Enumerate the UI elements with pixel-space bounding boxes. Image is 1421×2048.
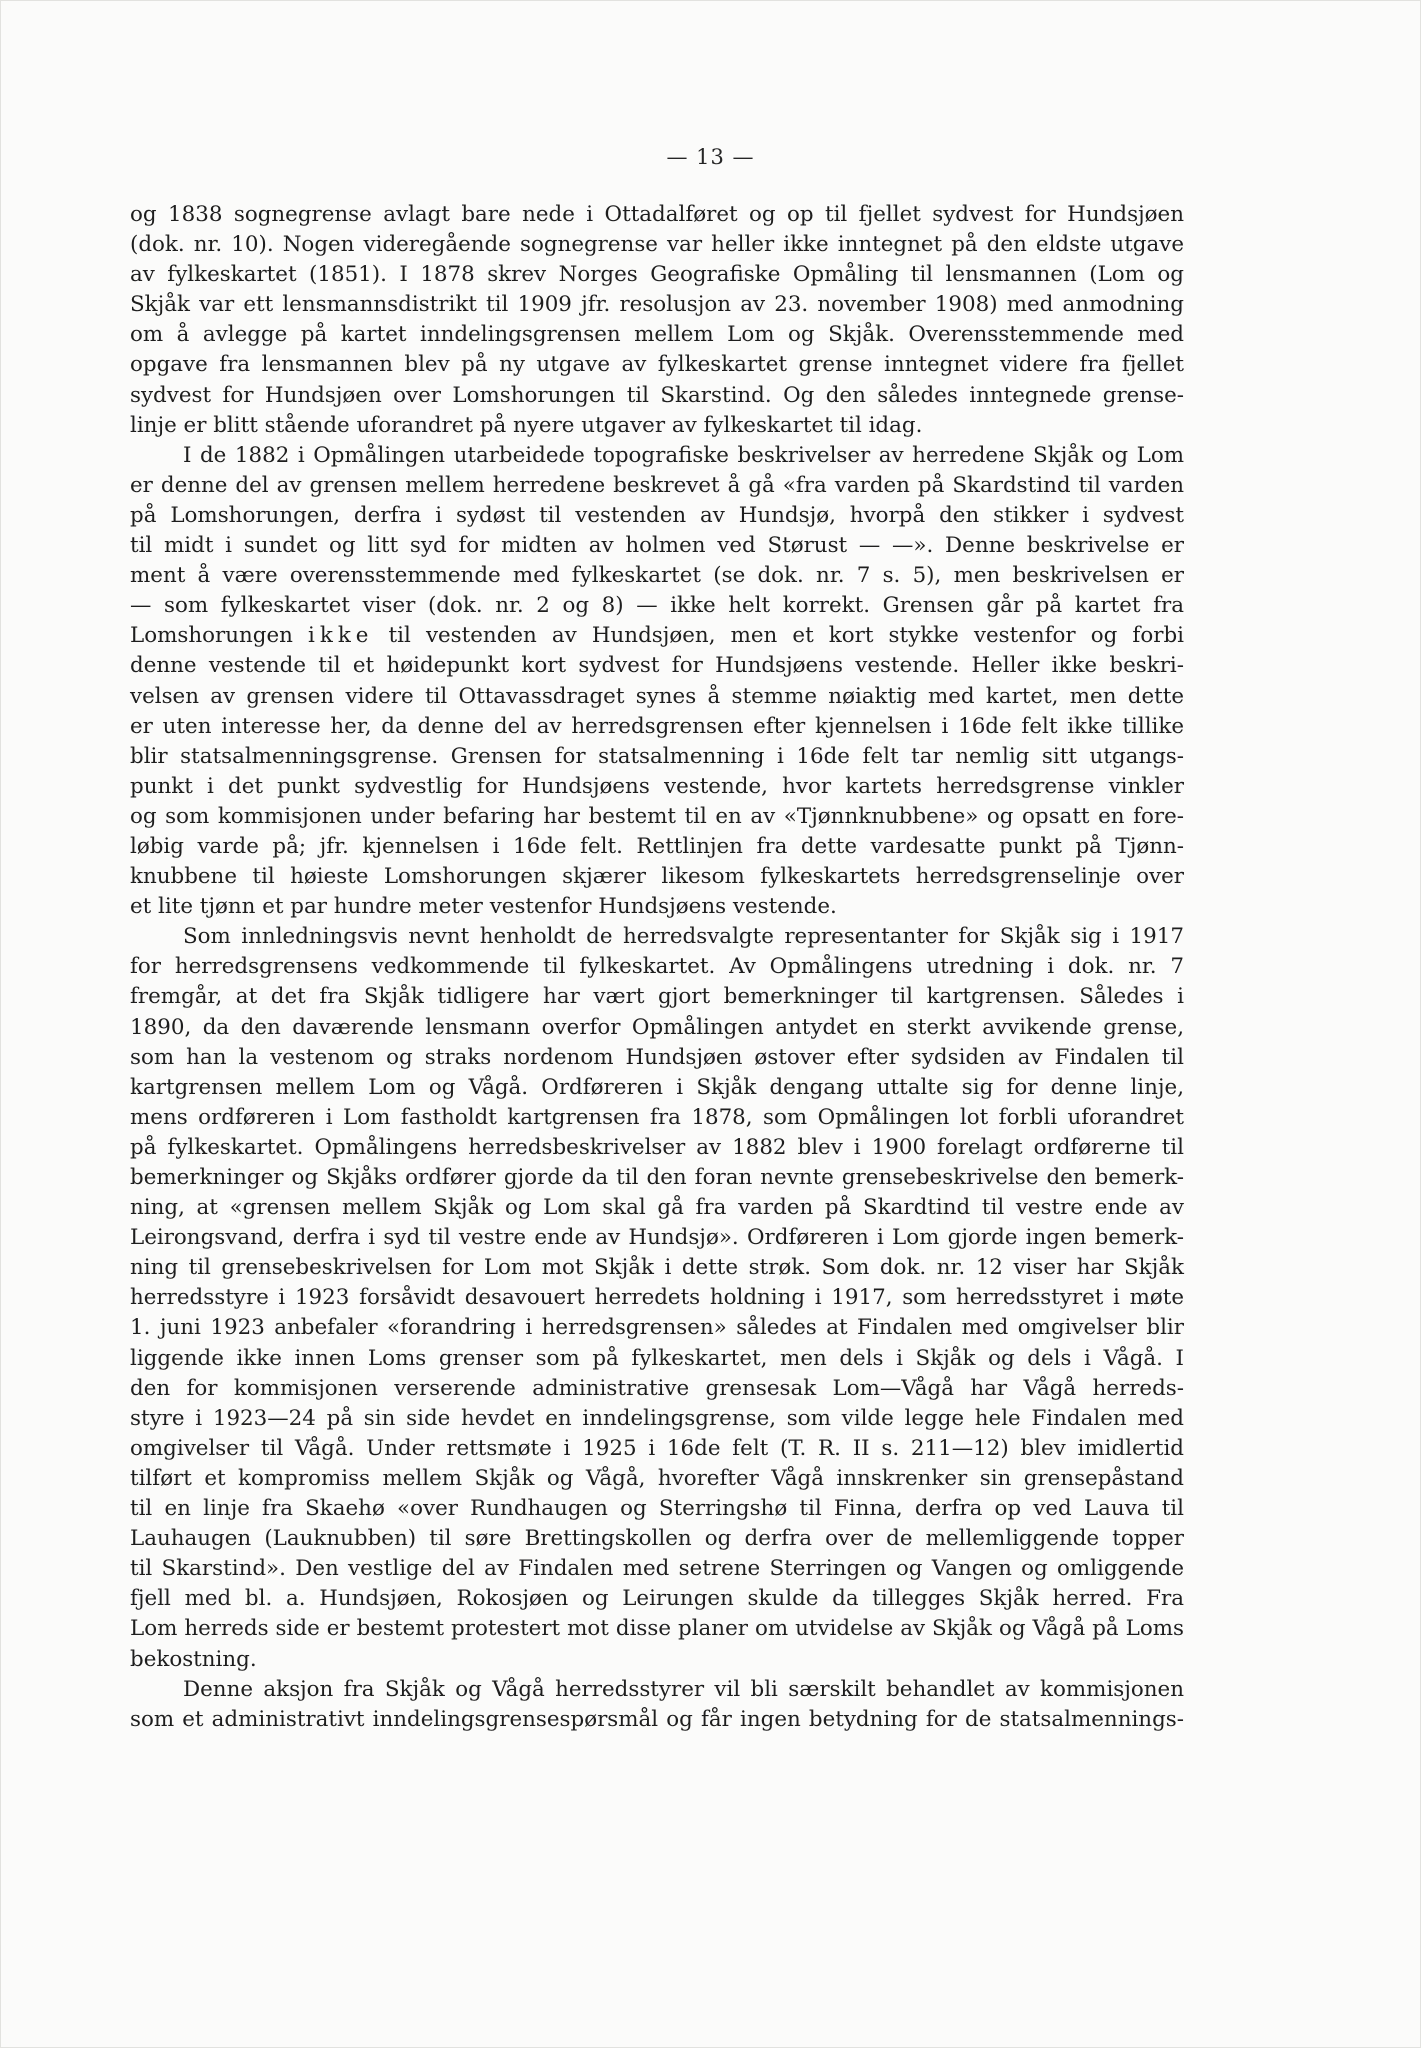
text-line: sydvest for Hundsjøen over Lomshorungen til Skarstind. Og den således inntegnede grense-: [130, 382, 1184, 408]
text-line: på fylkeskartet. Opmålingens herredsbeskrivelser av 1882 blev i 1900 forelagt ordførerne til: [130, 1134, 1184, 1160]
body-text: [130, 200, 1184, 1735]
text-line: punkt i det punkt sydvestlig for Hundsjøens vestende, hvor kartets herredsgrense vinkler: [130, 773, 1184, 799]
text-line: til en linje fra Skaehø «over Rundhaugen og Sterringshø til Finna, derfra op ved Lauva til: [130, 1496, 1184, 1522]
text-line: [130, 621, 1184, 651]
text-line: som et administrativt inndelingsgrensespørsmål og får ingen betydning for de statsalmennings-: [130, 1706, 1184, 1732]
text-line: kartgrensen mellem Lom og Vågå. Ordføreren i Skjåk dengang uttalte sig for denne linje,: [130, 1074, 1184, 1100]
text-line: denne vestende til et høidepunkt kort sydvest for Hundsjøens vestende. Heller ikke beskri-: [130, 653, 1184, 679]
text-line-part: Lomshorungen: [130, 623, 309, 649]
text-line: bemerkninger og Skjåks ordfører gjorde da til den foran nevnte grensebeskrivelse den bemerk-: [130, 1165, 1184, 1190]
text-line: fjell med bl. a. Hundsjøen, Rokosjøen og Leirungen skulde da tillegges Skjåk herred. Fra: [130, 1586, 1184, 1612]
emphasized-word: ikke: [308, 623, 374, 649]
text-line: er uten interesse her, da denne del av herredsgrensen efter kjennelsen i 16de felt ikke tillike: [130, 713, 1184, 739]
text-line: for herredsgrensens vedkommende til fylkeskartet. Av Opmålingens utredning i dok. nr. 7: [130, 954, 1184, 980]
text-line: Leirongsvand, derfra i syd til vestre ende av Hundsjø». Ordføreren i Lom gjorde ingen bemerk-: [130, 1225, 1184, 1251]
text-line: liggende ikke innen Loms grenser som på fylkeskartet, men dels i Skjåk og dels i Vågå. I: [130, 1345, 1184, 1371]
text-line: — som fylkeskartet viser (dok. nr. 2 og 8) — ikke helt korrekt. Grensen går på kartet fra: [130, 593, 1184, 619]
text-line: Skjåk var ett lensmannsdistrikt til 1909 jfr. resolusjon av 23. november 1908) med anmodning: [130, 292, 1184, 318]
text-line-part: til vestenden av Hundsjøen, men et kort stykke vestenfor og forbi: [373, 623, 1184, 649]
text-line: og som kommisjonen under befaring har bestemt til en av «Tjønnknubbene» og opsatt en fore-: [130, 803, 1184, 829]
text-line: på Lomshorungen, derfra i sydøst til vestenden av Hundsjø, hvorpå den stikker i sydvest: [130, 502, 1184, 528]
text-line: ning til grensebeskrivelsen for Lom mot Skjåk i dette strøk. Som dok. nr. 12 viser har Skjåk: [130, 1255, 1184, 1281]
text-line: er denne del av grensen mellem herredene beskrevet å gå «fra varden på Skardstind til varden: [130, 472, 1184, 498]
text-line: bekostning.: [130, 1646, 257, 1672]
text-line: Denne aksjon fra Skjåk og Vågå herredsstyrer vil bli særskilt behandlet av kommisjonen: [183, 1676, 1184, 1702]
text-line: om å avlegge på kartet inndelingsgrensen mellem Lom og Skjåk. Overensstemmende med: [130, 322, 1184, 348]
text-line: ment å være overensstemmende med fylkeskartet (se dok. nr. 7 s. 5), men beskrivelsen er: [130, 563, 1184, 589]
text-line: som han la vestenom og straks nordenom Hundsjøen østover efter sydsiden av Findalen til: [130, 1044, 1184, 1070]
text-line: til Skarstind». Den vestlige del av Findalen med setrene Sterringen og Vangen og omliggende: [130, 1556, 1184, 1582]
text-line: og 1838 sognegrense avlagt bare nede i Ottadalføret og op til fjellet sydvest for Hundsjøen: [130, 202, 1184, 227]
text-line: blir statsalmenningsgrense. Grensen for statsalmenning i 16de felt tar nemlig sitt utgangs-: [130, 743, 1184, 769]
text-line: omgivelser til Vågå. Under rettsmøte i 1925 i 16de felt (T. R. II s. 211—12) blev imidlertid: [130, 1435, 1184, 1461]
text-line: styre i 1923—24 på sin side hevdet en inndelingsgrense, som vilde legge hele Findalen med: [130, 1405, 1184, 1431]
text-line: I de 1882 i Opmålingen utarbeidede topografiske beskrivelser av herredene Skjåk og Lom: [183, 442, 1184, 468]
text-line: Som innledningsvis nevnt henholdt de herredsvalgte representanter for Skjåk sig i 1917: [183, 924, 1184, 950]
text-line: 1. juni 1923 anbefaler «forandring i herredsgrensen» således at Findalen med omgivelser blir: [130, 1315, 1184, 1341]
text-line: til midt i sundet og litt syd for midten av holmen ved Størust — —». Denne beskrivelse er: [130, 533, 1184, 559]
text-line: den for kommisjonen verserende administrative grensesak Lom—Vågå har Vågå herreds-: [130, 1375, 1184, 1401]
text-line: et lite tjønn et par hundre meter vestenfor Hundsjøens vestende.: [130, 894, 837, 920]
text-line: tilført et kompromiss mellem Skjåk og Vågå, hvorefter Vågå innskrenker sin grensepåstand: [130, 1465, 1184, 1491]
text-line: av fylkeskartet (1851). I 1878 skrev Norges Geografiske Opmåling til lensmannen (Lom og: [130, 262, 1184, 288]
text-line: fremgår, at det fra Skjåk tidligere har vært gjort bemerkninger til kartgrensen. Således i: [130, 984, 1184, 1010]
text-line: linje er blitt stående uforandret på nyere utgaver av fylkeskartet til idag.: [130, 412, 923, 438]
text-line: knubbene til høieste Lomshorungen skjærer likesom fylkeskartets herredsgrenselinje over: [130, 864, 1184, 890]
text-line: (dok. nr. 10). Nogen videregående sognegrense var heller ikke inntegnet på den eldste utgave: [130, 232, 1184, 258]
text-line: Lom herreds side er bestemt protestert mot disse planer om utvidelse av Skjåk og Vågå på Loms: [130, 1616, 1184, 1642]
text-line: opgave fra lensmannen blev på ny utgave av fylkeskartet grense inntegnet videre fra fjellet: [130, 352, 1184, 378]
text-line: Lauhaugen (Lauknubben) til søre Brettingskollen og derfra over de mellemliggende topper: [130, 1526, 1184, 1552]
text-line: løbig varde på; jfr. kjennelsen i 16de felt. Rettlinjen fra dette vardesatte punkt på Tjønn-: [130, 833, 1184, 859]
text-line: 1890, da den daværende lensmann overfor Opmålingen antydet en sterkt avvikende grense,: [130, 1014, 1184, 1040]
page-number: — 13 —: [666, 145, 755, 169]
text-line: mens ordføreren i Lom fastholdt kartgrensen fra 1878, som Opmålingen lot forbli uforandret: [130, 1104, 1184, 1130]
text-line: herredsstyre i 1923 forsåvidt desavouert herredets holdning i 1917, som herredsstyret i møte: [130, 1285, 1184, 1311]
text-line: ning, at «grensen mellem Skjåk og Lom skal gå fra varden på Skardtind til vestre ende av: [130, 1195, 1184, 1221]
text-line: velsen av grensen videre til Ottavassdraget synes å stemme nøiaktig med kartet, men dette: [130, 683, 1184, 709]
